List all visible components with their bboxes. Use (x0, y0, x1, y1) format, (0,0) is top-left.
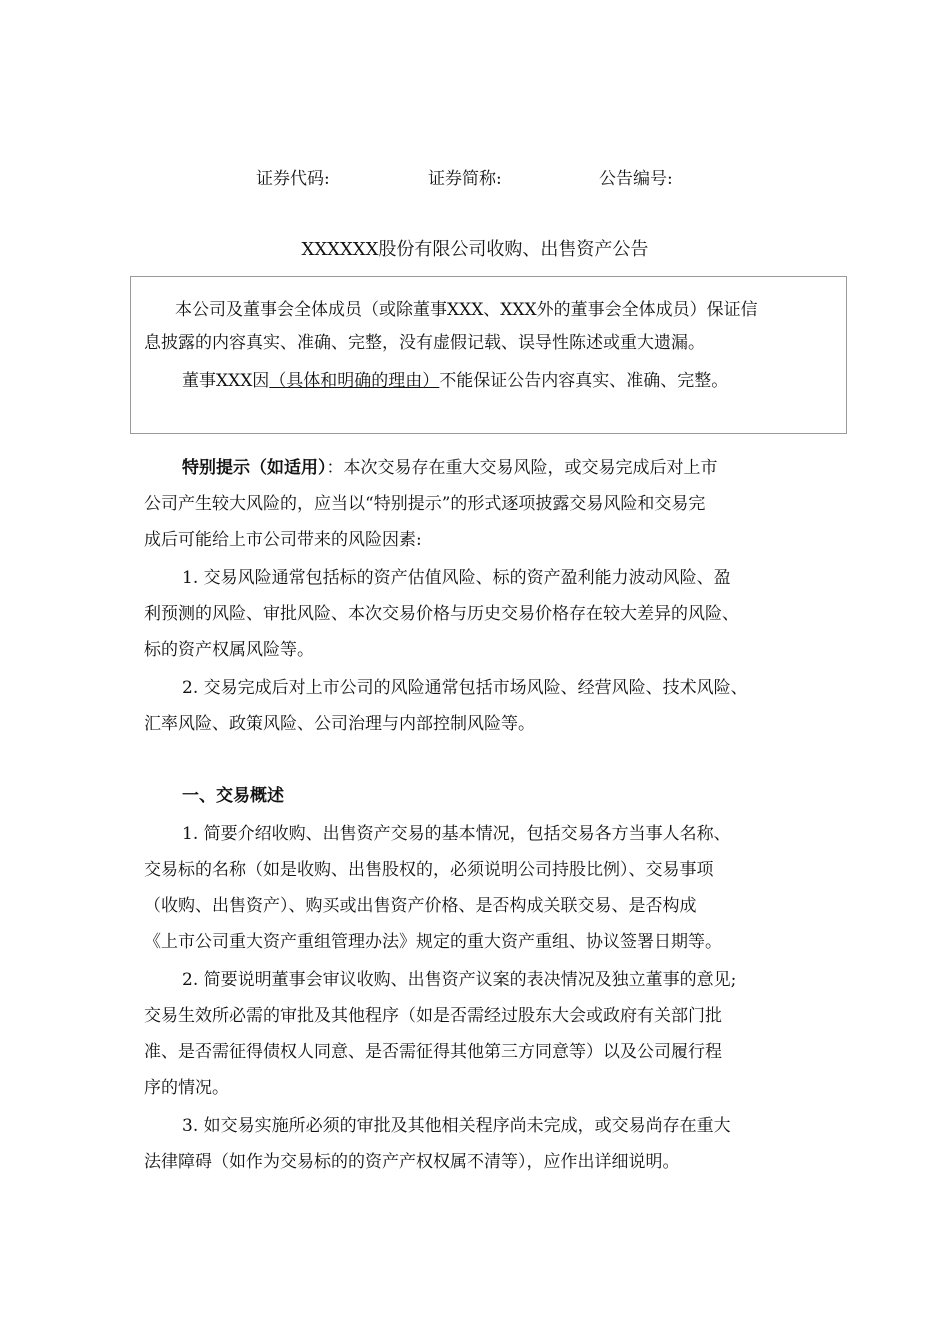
section-1-p1-line-3: （收购、出售资产）、购买或出售资产价格、是否构成关联交易、是否构成 (144, 896, 697, 916)
section-1-p2-line-3: 准、是否需征得债权人同意、是否需征得其他第三方同意等）以及公司履行程 (144, 1042, 722, 1062)
special-notice-heading: 特别提示（如适用） (182, 458, 327, 478)
risk-item-2-line-1: 2. 交易完成后对上市公司的风险通常包括市场风险、经营风险、技术风险、 (182, 678, 748, 698)
section-1-p3-line-2: 法律障碍（如作为交易标的的资产产权权属不清等），应作出详细说明。 (144, 1152, 680, 1172)
risk-item-1-line-3: 标的资产权属风险等。 (144, 640, 314, 660)
special-notice-line-3: 成后可能给上市公司带来的风险因素: (144, 530, 422, 550)
notice-line-2: 息披露的内容真实、准确、完整，没有虚假记载、误导性陈述或重大遗漏。 (144, 333, 705, 353)
section-1-p2-line-1: 2. 简要说明董事会审议收购、出售资产议案的表决情况及独立董事的意见; (182, 970, 737, 990)
risk-item-1-line-1: 1. 交易风险通常包括标的资产估值风险、标的资产盈利能力波动风险、盈 (182, 568, 731, 588)
section-1-p2-line-2: 交易生效所必需的审批及其他程序（如是否需经过股东大会或政府有关部门批 (144, 1006, 722, 1026)
section-1-p1-line-1: 1. 简要介绍收购、出售资产交易的基本情况，包括交易各方当事人名称、 (182, 824, 731, 844)
special-notice-line-2: 公司产生较大风险的，应当以“特别提示”的形式逐项披露交易风险和交易完 (144, 494, 706, 514)
security-code-label: 证券代码: (256, 169, 330, 189)
section-1-p2-line-4: 序的情况。 (144, 1078, 229, 1098)
risk-item-2-line-2: 汇率风险、政策风险、公司治理与内部控制风险等。 (144, 714, 535, 734)
section-1-p1-line-2: 交易标的名称（如是收购、出售股权的，必须说明公司持股比例）、交易事项 (144, 860, 714, 880)
document-title: XXXXXX股份有限公司收购、出售资产公告 (301, 239, 649, 260)
special-notice-line-1-rest: ：本次交易存在重大交易风险，或交易完成后对上市 (326, 458, 718, 478)
notice-line-3 (182, 366, 728, 391)
special-notice-line-1 (182, 453, 718, 478)
section-1-p3-line-1: 3. 如交易实施所必须的审批及其他相关程序尚未完成，或交易尚存在重大 (182, 1116, 731, 1136)
section-1-p1-line-4: 《上市公司重大资产重组管理办法》规定的重大资产重组、协议签署日期等。 (144, 932, 722, 952)
risk-item-1-line-2: 利预测的风险、审批风险、本次交易价格与历史交易价格存在较大差异的风险、 (144, 604, 739, 624)
notice-line-3-reason: （具体和明确的理由） (269, 371, 440, 391)
notice-line-3-suffix: 不能保证公告内容真实、准确、完整。 (439, 371, 729, 391)
section-1-heading: 一、交易概述 (182, 786, 284, 806)
notice-line-3-prefix: 董事XXX因 (182, 371, 270, 391)
security-abbr-label: 证券简称: (428, 169, 502, 189)
notice-line-1: 本公司及董事会全体成员（或除董事XXX、XXX外的董事会全体成员）保证信 (175, 300, 758, 320)
announcement-no-label: 公告编号: (599, 169, 673, 189)
